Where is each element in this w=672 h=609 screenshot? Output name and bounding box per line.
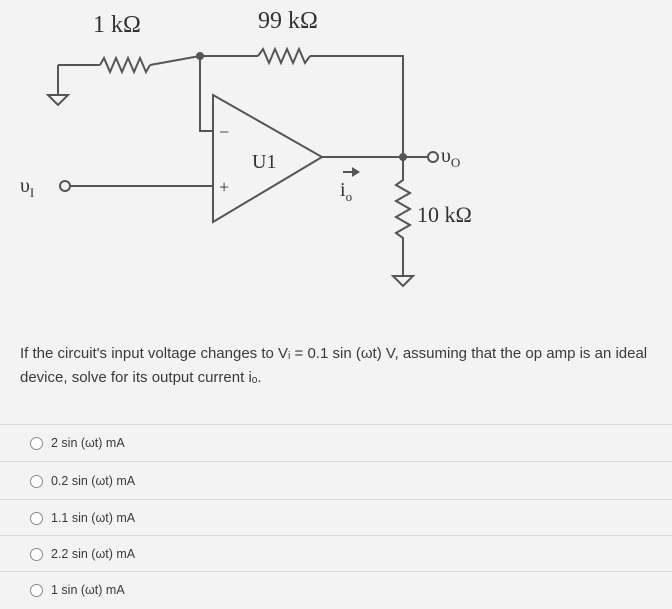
wire	[200, 56, 213, 131]
load-resistor-label: 10 kΩ	[417, 202, 472, 227]
radio-icon[interactable]	[30, 475, 43, 488]
radio-icon[interactable]	[30, 437, 43, 450]
option-2[interactable]	[30, 470, 135, 492]
resistor-r1-icon	[100, 58, 150, 72]
input-voltage-label: $\upsilon_I$	[20, 175, 35, 200]
divider	[0, 535, 672, 536]
option-1[interactable]	[30, 432, 125, 454]
divider	[0, 461, 672, 462]
option-label: 0.2 sin (ωt) mA	[51, 474, 136, 488]
divider	[0, 499, 672, 500]
current-arrowhead-icon	[352, 167, 360, 177]
junction-dot	[399, 153, 407, 161]
ground-right-icon	[393, 268, 413, 286]
radio-icon[interactable]	[30, 548, 43, 561]
option-3[interactable]	[30, 507, 135, 529]
option-label: 2.2 sin (ωt) mA	[51, 547, 136, 561]
divider	[0, 424, 672, 425]
output-voltage-label: $\upsilon_O$	[441, 145, 461, 170]
wire	[150, 56, 200, 65]
r1-label: 1 kΩ	[93, 12, 141, 38]
option-label: 1.1 sin (ωt) mA	[51, 511, 136, 525]
radio-icon[interactable]	[30, 512, 43, 525]
junction-dot	[196, 52, 204, 60]
question-text: If the circuit's input voltage changes to Vᵢ = 0.1 sin (ωt) V, assuming that the op amp is an ideal device, solve for its output current iₒ.	[20, 345, 648, 386]
option-label: 1 sin (ωt) mA	[51, 583, 125, 597]
opamp-label: U1	[252, 151, 277, 173]
resistor-r2-icon	[258, 49, 310, 63]
option-4[interactable]	[30, 543, 135, 565]
radio-icon[interactable]	[30, 584, 43, 597]
plus-sign: +	[219, 177, 230, 197]
resistor-rl-icon	[396, 157, 410, 268]
circuit-diagram	[0, 0, 672, 300]
output-terminal-icon	[428, 152, 438, 162]
divider	[0, 571, 672, 572]
output-current-label: $i_o$	[340, 179, 353, 204]
ground-left-icon	[48, 65, 68, 105]
r2-label: 99 kΩ	[258, 8, 318, 34]
input-terminal-icon	[60, 181, 70, 191]
option-5[interactable]	[30, 579, 125, 601]
wire	[310, 56, 403, 157]
option-label: 2 sin (ωt) mA	[51, 436, 125, 450]
minus-sign: −	[219, 122, 230, 142]
